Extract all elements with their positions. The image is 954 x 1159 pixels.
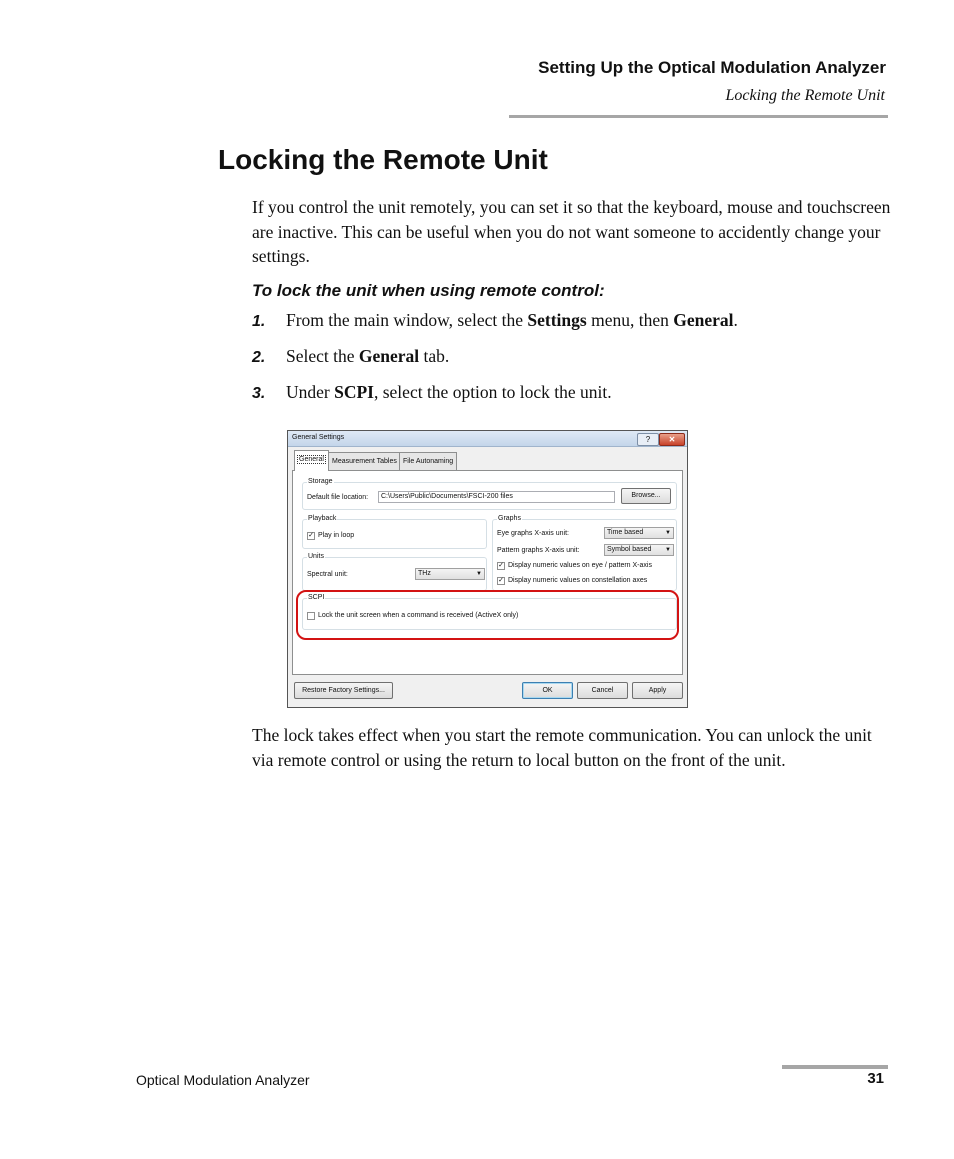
- pattern-graph-unit-value: Symbol based: [607, 546, 652, 553]
- step-text: , select the option to lock the unit.: [373, 382, 612, 402]
- spectral-unit-select[interactable]: [415, 568, 485, 580]
- units-label: Units: [308, 553, 324, 560]
- spectral-unit-value: THz: [418, 570, 431, 577]
- step-bold: SCPI: [334, 382, 374, 402]
- dropdown-arrow-icon: ▼: [476, 571, 482, 577]
- play-in-loop-label: Play in loop: [318, 532, 355, 539]
- browse-button[interactable]: Browse...: [621, 488, 671, 504]
- checkmark-icon: ✓: [498, 577, 504, 584]
- playback-label: Playback: [308, 515, 337, 522]
- dialog-titlebar: [288, 431, 687, 447]
- step-number: 2.: [252, 349, 266, 366]
- dialog-title: General Settings: [292, 434, 345, 441]
- step-bold: General: [673, 310, 734, 330]
- help-button[interactable]: ?: [637, 433, 659, 446]
- numeric-eye-label: Display numeric values on eye / pattern X-axis: [508, 562, 652, 569]
- step-text: tab.: [419, 346, 450, 366]
- checkmark-icon: ✓: [498, 562, 504, 569]
- step-text: Under: [286, 382, 335, 402]
- step-2: [252, 346, 449, 367]
- step-1: [252, 310, 738, 331]
- default-location-field[interactable]: C:\Users\Public\Documents\FSCI-200 files: [378, 491, 615, 503]
- step-text: From the main window, select the: [286, 310, 528, 330]
- restore-factory-settings-button[interactable]: Restore Factory Settings...: [294, 682, 393, 699]
- step-text: menu, then: [586, 310, 674, 330]
- graphs-label: Graphs: [498, 515, 521, 522]
- tab-panel: [292, 470, 683, 675]
- apply-button[interactable]: Apply: [632, 682, 683, 699]
- pattern-graph-unit-select[interactable]: [604, 544, 674, 556]
- general-settings-dialog: [287, 430, 688, 708]
- header-rule: [509, 115, 888, 118]
- eye-graph-unit-label: Eye graphs X-axis unit:: [497, 530, 569, 537]
- playback-group: [302, 515, 487, 549]
- intro-paragraph: If you control the unit remotely, you can set it so that the keyboard, mouse and touchscreen are inactive. This can be useful when you do not want someone to accidently change your settings.: [252, 197, 891, 266]
- footer-title: Optical Modulation Analyzer: [136, 1072, 310, 1088]
- outro-paragraph: The lock takes effect when you start the remote communication. You can unlock the unit via remote control or using the return to local button on the front of the unit.: [252, 725, 872, 770]
- step-text: .: [733, 310, 738, 330]
- step-3: [252, 382, 612, 403]
- tab-measurement-tables[interactable]: Measurement Tables: [328, 452, 401, 470]
- step-number: 1.: [252, 313, 266, 330]
- eye-graph-unit-select[interactable]: [604, 527, 674, 539]
- play-in-loop-checkbox[interactable]: [307, 532, 315, 540]
- step-text: Select the: [286, 346, 359, 366]
- units-group: [302, 553, 487, 591]
- storage-group: [302, 478, 677, 510]
- running-header-section: Locking the Remote Unit: [725, 87, 885, 104]
- page-number: 31: [867, 1070, 884, 1087]
- step-bold: Settings: [527, 310, 587, 330]
- graphs-group: [492, 515, 677, 591]
- tab-general[interactable]: [294, 450, 329, 471]
- cancel-button[interactable]: Cancel: [577, 682, 628, 699]
- step-number: 3.: [252, 385, 266, 402]
- tab-file-autonaming[interactable]: File Autonaming: [399, 452, 457, 470]
- tab-label: General: [299, 456, 324, 463]
- procedure-heading: To lock the unit when using remote control:: [252, 281, 605, 300]
- checkmark-icon: ✓: [308, 532, 314, 539]
- default-location-label: Default file location:: [307, 494, 369, 501]
- scpi-label: SCPI: [308, 594, 325, 601]
- numeric-eye-checkbox[interactable]: [497, 562, 505, 570]
- numeric-constellation-label: Display numeric values on constellation axes: [508, 577, 648, 584]
- pattern-graph-unit-label: Pattern graphs X-axis unit:: [497, 547, 580, 554]
- storage-label: Storage: [308, 478, 333, 485]
- close-button[interactable]: ✕: [659, 433, 685, 446]
- eye-graph-unit-value: Time based: [607, 529, 644, 536]
- dropdown-arrow-icon: ▼: [665, 530, 671, 536]
- lock-unit-label: Lock the unit screen when a command is received (ActiveX only): [318, 612, 519, 619]
- page-title: Locking the Remote Unit: [218, 144, 548, 175]
- numeric-constellation-checkbox[interactable]: [497, 577, 505, 585]
- footer-rule: [782, 1065, 888, 1069]
- dropdown-arrow-icon: ▼: [665, 547, 671, 553]
- step-bold: General: [358, 346, 420, 366]
- scpi-highlight-ring: [296, 590, 679, 640]
- ok-button[interactable]: OK: [522, 682, 573, 699]
- spectral-unit-label: Spectral unit:: [307, 571, 348, 578]
- running-header-chapter: Setting Up the Optical Modulation Analyzer: [538, 58, 886, 77]
